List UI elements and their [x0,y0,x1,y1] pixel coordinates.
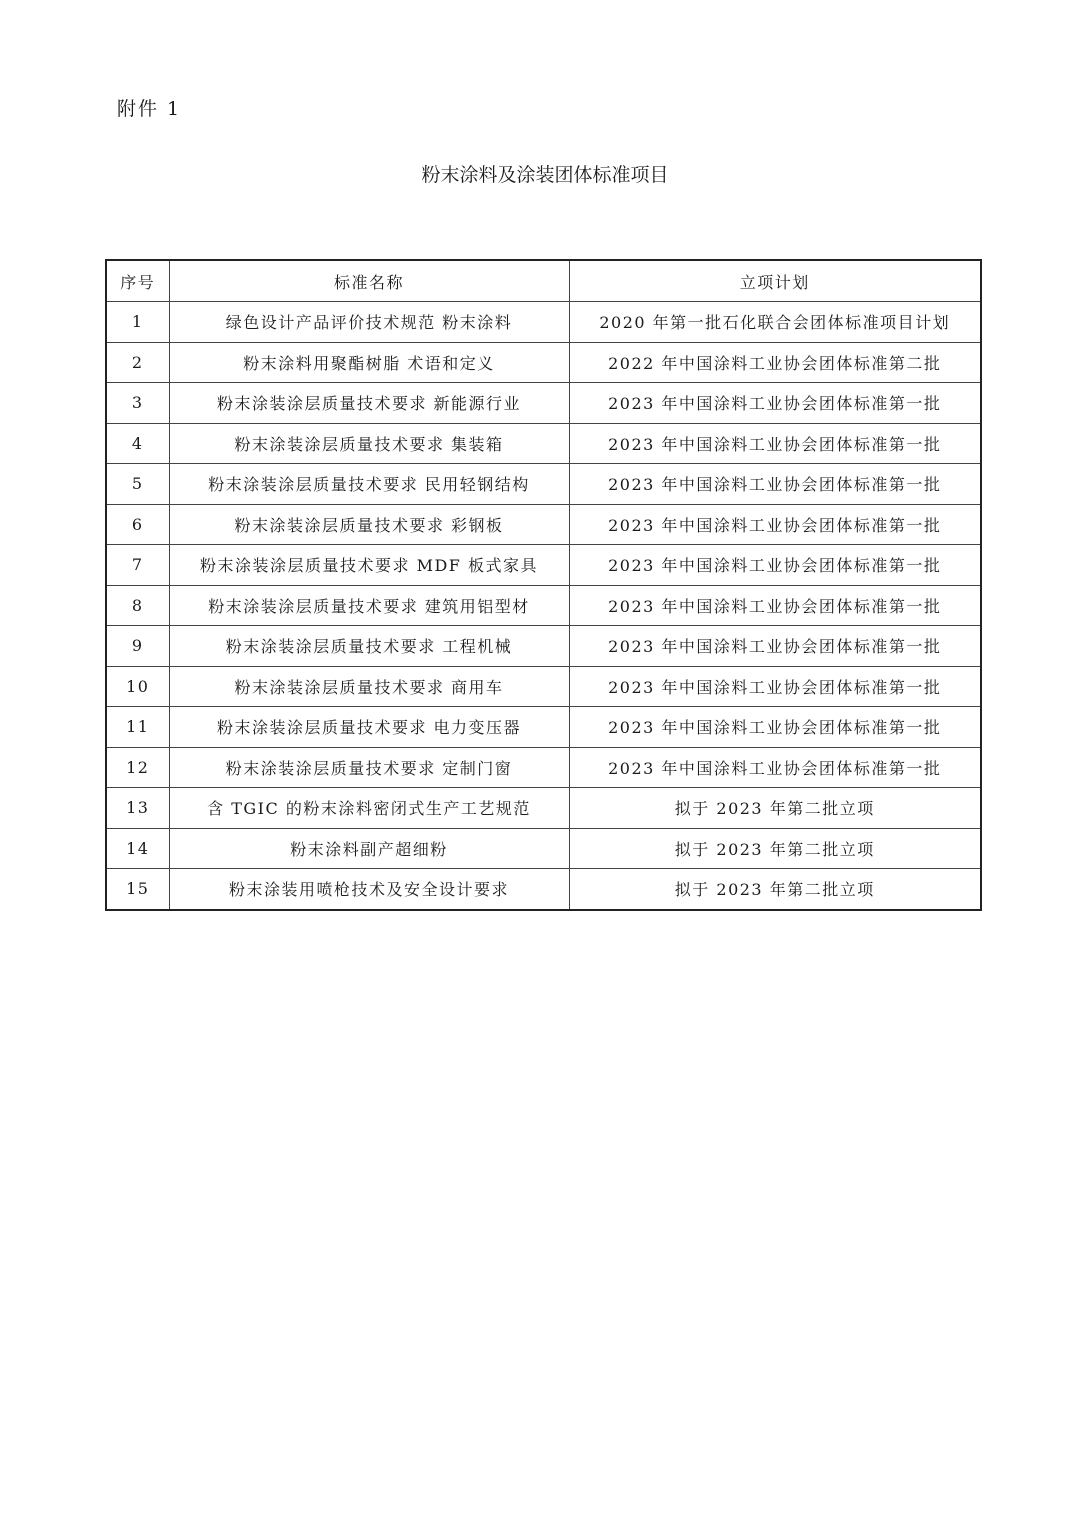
cell-standard-name: 粉末涂料用聚酯树脂 术语和定义 [169,342,569,383]
cell-standard-name: 粉末涂装用喷枪技术及安全设计要求 [169,869,569,910]
table-row [106,626,981,667]
cell-standard-name: 粉末涂装涂层质量技术要求 电力变压器 [169,707,569,748]
cell-standard-name: 粉末涂装涂层质量技术要求 MDF 板式家具 [169,545,569,586]
table-row [106,585,981,626]
table-header-row [106,260,981,302]
table-row [106,788,981,829]
cell-project-plan: 2020 年第一批石化联合会团体标准项目计划 [569,302,981,343]
table-row [106,707,981,748]
cell-serial-number: 8 [106,585,169,626]
cell-serial-number: 15 [106,869,169,910]
cell-project-plan: 2023 年中国涂料工业协会团体标准第一批 [569,464,981,505]
cell-standard-name: 粉末涂装涂层质量技术要求 定制门窗 [169,747,569,788]
cell-standard-name: 粉末涂装涂层质量技术要求 建筑用铝型材 [169,585,569,626]
table-row [106,342,981,383]
document-title: 粉末涂料及涂装团体标准项目 [421,164,669,186]
cell-project-plan: 2023 年中国涂料工业协会团体标准第一批 [569,747,981,788]
table-row [106,423,981,464]
cell-standard-name: 含 TGIC 的粉末涂料密闭式生产工艺规范 [169,788,569,829]
cell-standard-name: 粉末涂装涂层质量技术要求 彩钢板 [169,504,569,545]
cell-serial-number: 4 [106,423,169,464]
table-row [106,545,981,586]
cell-standard-name: 粉末涂装涂层质量技术要求 民用轻钢结构 [169,464,569,505]
cell-serial-number: 12 [106,747,169,788]
table-row [106,383,981,424]
cell-project-plan: 2022 年中国涂料工业协会团体标准第二批 [569,342,981,383]
cell-serial-number: 3 [106,383,169,424]
cell-serial-number: 9 [106,626,169,667]
cell-standard-name: 绿色设计产品评价技术规范 粉末涂料 [169,302,569,343]
cell-project-plan: 2023 年中国涂料工业协会团体标准第一批 [569,383,981,424]
attachment-label: 附件 1 [117,98,182,120]
cell-serial-number: 5 [106,464,169,505]
header-project-plan: 立项计划 [569,260,981,302]
cell-serial-number: 2 [106,342,169,383]
table-row [106,464,981,505]
cell-project-plan: 2023 年中国涂料工业协会团体标准第一批 [569,423,981,464]
table-row [106,869,981,910]
cell-project-plan: 2023 年中国涂料工业协会团体标准第一批 [569,545,981,586]
table-row [106,828,981,869]
cell-project-plan: 2023 年中国涂料工业协会团体标准第一批 [569,585,981,626]
cell-project-plan: 2023 年中国涂料工业协会团体标准第一批 [569,666,981,707]
cell-project-plan: 2023 年中国涂料工业协会团体标准第一批 [569,626,981,667]
header-serial-number: 序号 [106,260,169,302]
header-standard-name: 标准名称 [169,260,569,302]
cell-serial-number: 7 [106,545,169,586]
table-row [106,747,981,788]
cell-standard-name: 粉末涂装涂层质量技术要求 集装箱 [169,423,569,464]
cell-serial-number: 11 [106,707,169,748]
table-row [106,666,981,707]
cell-serial-number: 1 [106,302,169,343]
cell-project-plan: 2023 年中国涂料工业协会团体标准第一批 [569,707,981,748]
cell-serial-number: 14 [106,828,169,869]
standards-table [105,259,982,911]
cell-standard-name: 粉末涂料副产超细粉 [169,828,569,869]
table-row [106,302,981,343]
cell-serial-number: 10 [106,666,169,707]
cell-standard-name: 粉末涂装涂层质量技术要求 商用车 [169,666,569,707]
table-row [106,504,981,545]
cell-project-plan: 拟于 2023 年第二批立项 [569,828,981,869]
cell-project-plan: 2023 年中国涂料工业协会团体标准第一批 [569,504,981,545]
cell-serial-number: 6 [106,504,169,545]
cell-standard-name: 粉末涂装涂层质量技术要求 工程机械 [169,626,569,667]
cell-project-plan: 拟于 2023 年第二批立项 [569,788,981,829]
cell-standard-name: 粉末涂装涂层质量技术要求 新能源行业 [169,383,569,424]
cell-serial-number: 13 [106,788,169,829]
cell-project-plan: 拟于 2023 年第二批立项 [569,869,981,910]
